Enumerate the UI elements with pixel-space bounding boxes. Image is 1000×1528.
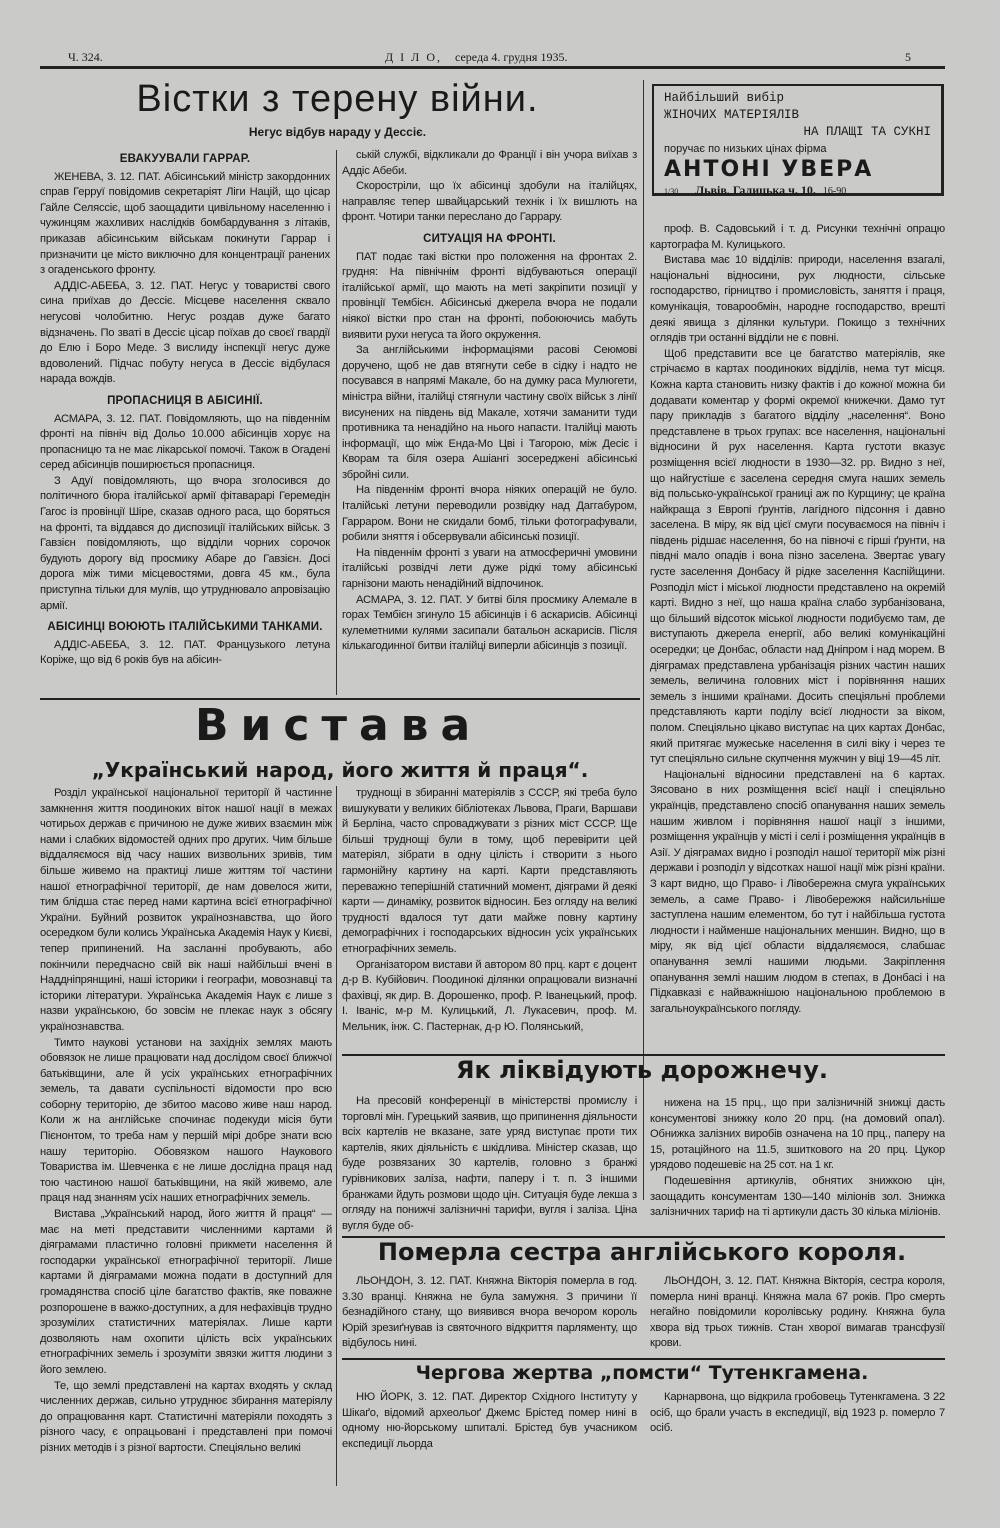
prices-headline: Як ліквідують дорожнечу. [456, 1056, 828, 1084]
exhibit-subtitle: „Український народ, його життя й праця“. [91, 758, 589, 782]
war-subtitle: Негус відбув нараду у Дессіє. [248, 125, 427, 139]
issue-number: Ч. 324. [68, 50, 103, 64]
paragraph: Розділ української національної території й частинне замкнення життя поодиноких віток нашої нації в межах чотирьох держав є причиною не дуже живих взаємин між нами і слабких відомостей одних про других. Чим більше віддаляємося від часу наших визвольних зривів, тим більше живемо на практиці лише життям тої частини нашої етнографічної території, де нам довелося жити, тим блідша стає перед нами картина всієї етнографічної України. Буйний розвиток українознавства, що його осередком були колись Українська Академія Наук у Києві, тепер припинений. На засланні пробувають, або покінчили передчасно свій вік наші найбільші вчені в Наддніпрянщині, наші історики і географи, мовознавці та історики літератури. Українська Академія Наук є лише з назви українською, бо зовсім не плекає наук з обсягу українознавства. [40, 787, 332, 1033]
paragraph: За англійськими інформаціями расові Сеюмові доручено, щоб не дав втягнути себе в сідку і надто не посувався в напрямі Макале, бо на думку раса Мулюгети, міністра війни, італійці стягнули частину своїх військ з лінії висунених на південь від Макале, хотячи заманити туди противника та ненадійно на нього напасти. Італійці мають інформації, що між Енда-Мо Цві і Тагорою, між Десіє і Кворам та біля озера Ашіангі зосереджені абісинські збройні сили. [342, 344, 637, 481]
exhibit-column-1 [40, 786, 332, 1481]
paragraph: АДДІС-АБЕБА, 3. 12. ПАТ. Французького летуна Коріже, що від 6 років був на абісин- [40, 638, 330, 667]
subheading: ЕВАКУУВАЛИ ГАРРАР. [119, 153, 251, 165]
ad-line: Найбільший вибір [664, 91, 785, 105]
ad-code: 1/30 [664, 187, 679, 196]
sister-column-1 [342, 1274, 637, 1352]
column-divider [643, 80, 644, 1200]
paragraph: ЖЕНЕВА, 3. 12. ПАТ. Абісинський міністр закордонних справ Герруї повідомив секретаріят Ліги Націй, що цісар Гайле Селяссіє, щоб заощадити цивільному населенню і чужинцям жахливих наслідків бомбардування з літаків, приказав абісинським військам покинути Гаррар і призначити це місто виключно для концентрації ранених з огаденського фронту. [40, 170, 330, 277]
paragraph: Вистава має 10 відділів: природи, населення взагалі, національні відносини, рух людности, сільське господарство, гірництво і промисловість, заняття і праця, комунікація, товарообмін, народне господарство, врешті деякі явища з ділянки культури. Покищо з технічних оглядів три останні відділи не є повні. [650, 254, 945, 345]
paragraph: Щоб представити все це багатство матеріялів, яке стрічаємо в картах поодиноких відділів, нема тут місця. Кожна карта становить низку фактів і до кожної можна би додавати коментар у формі окремої книжечки. Дамо тут пару прикладів з багатого відділу „населення“. Воно представлене в трьох групах: все населення, національні відносини й рух населення. Карта густоти вказує розміщення всієї людности в 1930—32. рр. Видно з неї, що найгустіше є заселена середня смуга наших земель від польсько-української границі аж по Курщину; це країна найкраща з Европі ґрунтів, лагідного підсоння і давно заселена. В міру, як від цієї смуги посуваємося на північ і південь рідшає населення, бо на півночі є гірші ґрунти, на півдні мало опадів і вона пізно заселена. Звертає увагу густе заселення Донбасу й рідке заселення Каспійщини. Розподіл міст і міської людности представлено на окремій карті. Видно з неї, що наша країна слабо зурбанізована, що більший відсоток міської людности подибуємо там, де виступають джерела енергії, або великі комунікаційні осередки; це Донбас, области над Дніпром і над морем. В діяграмах представлена урбанізація різних частин наших земель, величина головних міст і порівняння наших земель з іншими країнами. Досить спеціяльні проблеми представляють карти поділу всієї людности за віком, полом. Спеціяльно цікаво виступає на цих картах Донбас, який притягає мужеське населення в силі віку і через те тут спеціяльно сильне скупчення мужчин у віці 19—45 літ. [650, 347, 945, 766]
exhibit-continued-column [650, 222, 945, 1194]
war-column-2 [342, 148, 637, 696]
exhibit-headline: Вистава [195, 700, 483, 751]
ad-firm-name: АНТОНІ УВЕРА [664, 157, 874, 182]
war-column-1 [40, 146, 330, 694]
paragraph: Вистава „Український народ, його життя й праця“ — має на меті представити численними картами й діяграмами пластично головні прикмети населення й господарки української етнографічної території. Лише картами й діяграмами можна подати в доступний для громадянства спосіб ціле багатство фактів, яке поважне розпорошене в важко-доступних, а для нефахівців трудно зрозумілих статистичних матеріялах. Лише карти дозволяють нам охопити цілість всіх українських етнографічних земель і зрозуміти звязки життя людини з його землею. [40, 1208, 332, 1376]
paragraph: На південнім фронті з уваги на атмосферичні умовини італійські розвідчі лети дуже рідкі тому абісинські гарнізони мають ненадійний відпочинок. [342, 546, 637, 591]
page-number: 5 [905, 50, 911, 64]
paragraph: труднощі в збиранні матеріялів з СССР, які треба було вишукувати у великих бібліотеках Львова, Праги, Варшави й Берліна, часто спроваджувати з різних міст СССР. Ще більші труднощі були в тому, щоб перевірити цей матеріял, зібрати в одну цілість і створити з нього гармонійну картину на карті. Карти представляють переважно теперішній статичний момент, діяграми й деякі карти — динаміку, розвиток відносин. Без огляду на великі трудності вдалося тут дати майже повну картину демографічних і господарських відносин усіх українських етнографічних земель. [342, 787, 637, 955]
ad-line: НА ПЛАЩІ ТА СУКНІ [803, 125, 931, 139]
paragraph: Національні відносини представлені на 6 картах. Зясовано в них розміщення всієї нації і спеціяльно українців, представлено спосіб опанування наших земель нашим живлом і порівняння нашої нації з іншими, розміщення українців у місті і селі і розміщення українців в Азії. У діяграмах видно і розподіл нашої території між різні держави і розподіл у відсотках нашої нації між різні країни. З карт видно, що Право- і Лівобережна смуга українських земель, а саме Право- і Лівобережжя найсильніше заступлена нашим елементом, бо тут і найбільша густота людности і найменше національних меншин. Видно, що в міру, як від цієї области віддаляємося, слабшає опанування землі нашими людьми. Закріплення опанування землі нашим людом в степах, в Донбасі і на Підкавказі є найважнішою національною проблемою в загальноукраїнського погляду. [650, 768, 945, 1015]
prices-column-1 [342, 1094, 637, 1234]
subheading: ПРОПАСНИЦЯ В АБІСИНІЇ. [107, 394, 263, 407]
paragraph: На пресовій конференції в міністерстві промислу і торговлі мін. Гурецький заявив, що припинення діяльности всіх картелів не вказане, зате уряд виступає проти тих картелів, яких діяльність є шкідлива. Міністер сказав, що буде розвязаних 30 картелів, головно з бранжі гурівникових заліза, нафти, паперу і т. п. З іншими бранжами йдуть розмови щодо цін. Ситуація буде лекша з огляду на понижчі залізничні тарифи, вугля і заліза. Ціна вугля буде об- [342, 1095, 637, 1232]
paragraph: АСМАРА, 3. 12. ПАТ. У битві біля просмику Алемале в горах Тембієн згинуло 15 абісинців і 6 аскарисів. Абісинці кулеметними кулями засипали батальон аскарисів. Після кількагодинної битви італійці виперли абісинців з позиції. [342, 593, 637, 653]
subheading: АБІСИНЦІ ВОЮЮТЬ ІТАЛІЙСЬКИМИ ТАНКАМИ. [47, 621, 323, 634]
section-rule [342, 1358, 945, 1360]
column-divider [336, 150, 337, 695]
exhibit-column-2 [342, 786, 637, 1048]
sister-column-2 [650, 1274, 945, 1352]
subheading: СИТУАЦІЯ НА ФРОНТІ. [423, 232, 556, 245]
paragraph: ській службі, відкликали до Франції і він учора виїхав з Аддіс Абеби. [342, 149, 637, 177]
sister-headline: Померла сестра англійського короля. [377, 1238, 907, 1266]
paragraph: З Адуї повідомляють, що вчора зголосився до політичного бюра італійської армії фітаварарі Геремедін Гагос із провінції Шіре, сказав одного раса, що боряться на фронті, та віддався до диспозиції італійських військ. З Гавзієн повідомляють, що відділи чорних сорочок будують дорогу від просмику Абаре до Гавзієн. Досі дорога між тими місцевостями, довга 45 км., була приступна тільки для мулів, що утруднювало апровізацію армії. [40, 474, 330, 612]
paragraph: ПАТ подає такі вістки про положення на фронтах 2. грудня: На північнім фронті відбуваються операції італійської армії, що мають на меті закріпити позиції у провінції Тембієн. Абісинські джерела вчора не подали ніякої вістки про стан на фронті, побоюючись мабуть виявити рухи негуса та його окруження. [342, 250, 637, 341]
tut-column-2 [650, 1390, 945, 1454]
paragraph: Карнарвона, що відкрила гробовець Тутенкгамена. З 22 осіб, що брали участь в експедиції, від 1923 р. померло 7 осіб. [650, 1391, 945, 1435]
paragraph: Подешевіння артикулів, обнятих знижкою цін, заощадить консументам 130—140 міліонів зол. Знижка залізничних тариф на ті артикули дасть 30 кілька міліонів. [650, 1174, 945, 1219]
paragraph: Скоростріли, що їх абісинці здобули на італійцях, направляє тепер швайцарський технік і їх вишлють на фронт. Чотири танки переслано до Гаррару. [342, 180, 637, 224]
ad-line: поручає по низьких цінах фірма [664, 143, 827, 155]
paragraph: ЛЬОНДОН, 3. 12. ПАТ. Княжна Вікторія померла в год. 3.30 вранці. Княжна не була замужня. З причини її безнадійного стану, що виявився вчора вечором король Юрій зрезиґнував із святочного відкриття парляменту, що відбулось нині. [342, 1275, 637, 1350]
ad-address: Львів, Галицька ч. 10. [695, 183, 816, 197]
ad-phone: 16-90 [822, 186, 847, 197]
paragraph: Організатором вистави й автором 80 прц. карт є доцент д-р В. Кубійович. Поодинокі ділянки опрацювали визначні фахівці, як дир. В. Дорошенко, проф. Р. Іванецький, проф. І. Іваніс, м-р М. Кулицький, Л. Лукасевич, проф. М. Мельник, інж. С. Пастернак, д-р Ю. Полянський, [342, 958, 637, 1033]
issue-date: середа 4. грудня 1935. [455, 50, 568, 64]
paragraph: На південнім фронті вчора ніяких операцій не було. Італійські летуни переводили розвідку над Даггабуром, Гарраром. Вони не скидали бомб, тільки фотографували, робили зняття і обсервували абісинські позиції. [342, 484, 637, 544]
ad-line: ЖІНОЧИХ МАТЕРІЯЛІВ [664, 108, 800, 122]
masthead: Д І Л О, [385, 50, 442, 64]
paragraph: АСМАРА, 3. 12. ПАТ. Повідомляють, що на південнім фронті на північ від Дольо 10.000 абісинців хорує на пропасницю та не має лікарської помочі. Також в Огадені серед абісинців поширюється пропасниця. [40, 412, 330, 472]
paragraph: НЮ ЙОРК, 3. 12. ПАТ. Директор Східного Інституту у Шікаґо, відомий археольоґ Джемс Брістед помер нині в одному ню-йорському шпиталі. Брістед був учасником експедиції льорда [342, 1391, 637, 1450]
column-divider [336, 786, 337, 1486]
paragraph: Те, що землі представлені на картах входять у склад численних держав, сильно утруднює збирання матеріялу до опрацювання карт. Статистичні матеріяли походять з різного часу, є опрацьовані і представлені при помочі різних методів і з різної вартости. Спеціяльно великі [40, 1379, 332, 1454]
prices-column-2 [650, 1096, 945, 1236]
tut-column-1 [342, 1390, 637, 1454]
paragraph: проф. В. Садовський і т. д. Рисунки технічні опрацю картографа М. Кулицького. [650, 223, 945, 251]
advertisement-uvera [652, 84, 944, 196]
tut-headline: Чергова жертва „помсти“ Тутенкгамена. [415, 1362, 869, 1384]
paragraph: АДДІС-АБЕБА, 3. 12. ПАТ. Негус у товаристві свого сина приїхав до Дессіє. Місцеве населення сквало негусові чолобитню. Негус роздав дуже багато відзначень. По зваті в Дессіє цісар поїхав до своєї гвардії до Елю і Боро Меде. З вислиду інспекції негус дуже вдоволений. Підчас побуту негуса в Дессіє відбулася нарада вождів. [40, 279, 330, 386]
paragraph: ЛЬОНДОН, 3. 12. ПАТ. Княжна Вікторія, сестра короля, померла нині вранці. Княжна мала 67 років. Про смерть негайно повідомили королівську родину. Княжна була хвора від трьох тижнів. Стан хворої вимагав трансфузії крови. [650, 1275, 945, 1350]
war-headline: Вістки з терену війни. [136, 78, 539, 120]
ad-address-line [664, 182, 931, 200]
paragraph: нижена на 15 прц., що при залізничній знижці дасть консументові знижку коло 20 прц. (на домовий опал). Обнижка залізних виробів означена на 10 прц., паперу на 15, ротаційного на 11.5, зшиткового на 20 прц. Цукор урядово подешевіє на 25 сот. на 1 кг. [650, 1097, 945, 1172]
header-rule [40, 66, 945, 69]
paragraph: Тимто наукові установи на західніх землях мають обовязок не лише працювати над дослідом своєї ближчої батьківщини, але й усіх українських етнографічних земель, та давати суспільності відомости про всю соборну територію, де збитоо масово живе наш народ. Коли ж на англійське спочинає подекуди місія бути Пієнонтом, то треба нам у першій мірі добре знати всю нашу територію. Обовязком нашого Наукового Товариства ім. Шевченка є не лише дослідна праця над тою частиною нашої батьківщини, на якій живемо, але праця над знанням усіх наших етнографічних земель. [40, 1036, 332, 1205]
